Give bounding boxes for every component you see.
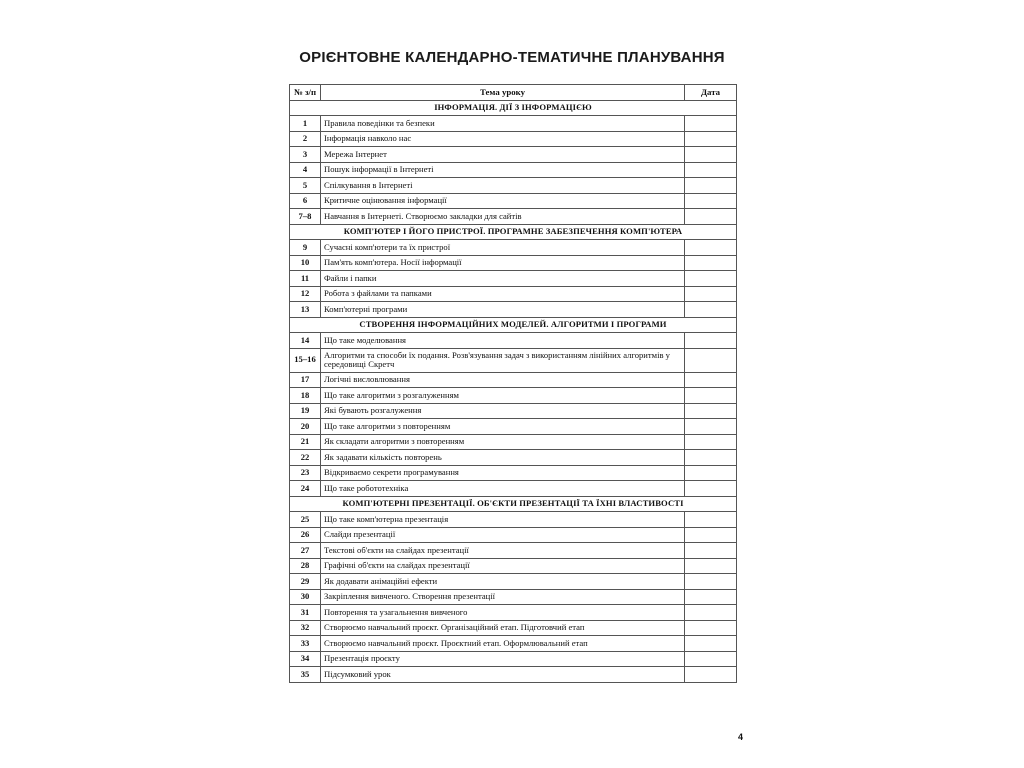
table-row xyxy=(290,271,737,287)
table-row xyxy=(290,193,737,209)
lesson-topic: Логічні висловлювання xyxy=(321,372,685,388)
lesson-topic: Комп'ютерні програми xyxy=(321,302,685,318)
lesson-date-cell xyxy=(685,543,737,559)
lesson-date-cell xyxy=(685,147,737,163)
lesson-number: 24 xyxy=(290,481,321,497)
lesson-topic: Слайди презентації xyxy=(321,527,685,543)
lesson-number: 13 xyxy=(290,302,321,318)
lesson-topic: Правила поведінки та безпеки xyxy=(321,116,685,132)
lesson-date-cell xyxy=(685,116,737,132)
lesson-date-cell xyxy=(685,372,737,388)
calendar-plan-table xyxy=(289,84,737,683)
table-row xyxy=(290,667,737,683)
lesson-topic: Повторення та узагальнення вивченого xyxy=(321,605,685,621)
lesson-topic: Алгоритми та способи їх подання. Розв'язування задач з використанням лінійних алгоритмів у середовищі Скретч xyxy=(321,348,685,372)
lesson-topic: Графічні об'єкти на слайдах презентації xyxy=(321,558,685,574)
table-header-row xyxy=(290,85,737,101)
lesson-number: 29 xyxy=(290,574,321,590)
table-row xyxy=(290,636,737,652)
lesson-topic: Навчання в Інтернеті. Створюємо закладки для сайтів xyxy=(321,209,685,225)
header-num: № з/п xyxy=(290,85,321,101)
lesson-date-cell xyxy=(685,574,737,590)
lesson-topic: Мережа Інтернет xyxy=(321,147,685,163)
lesson-topic: Створюємо навчальний проєкт. Організаційний етап. Підготовчий етап xyxy=(321,620,685,636)
lesson-topic: Інформація навколо нас xyxy=(321,131,685,147)
lesson-date-cell xyxy=(685,465,737,481)
lesson-topic: Підсумковий урок xyxy=(321,667,685,683)
section-header-row xyxy=(290,224,737,240)
table-row xyxy=(290,372,737,388)
section-title: ІНФОРМАЦІЯ. ДІЇ З ІНФОРМАЦІЄЮ xyxy=(290,100,737,116)
lesson-topic: Презентація проєкту xyxy=(321,651,685,667)
lesson-number: 11 xyxy=(290,271,321,287)
table-row xyxy=(290,450,737,466)
table-row xyxy=(290,434,737,450)
lesson-number: 18 xyxy=(290,388,321,404)
lesson-date-cell xyxy=(685,255,737,271)
table-row xyxy=(290,558,737,574)
lesson-date-cell xyxy=(685,209,737,225)
header-topic: Тема уроку xyxy=(321,85,685,101)
table-row xyxy=(290,388,737,404)
lesson-date-cell xyxy=(685,651,737,667)
lesson-number: 14 xyxy=(290,333,321,349)
lesson-number: 23 xyxy=(290,465,321,481)
lesson-date-cell xyxy=(685,240,737,256)
lesson-topic: Що таке алгоритми з повторенням xyxy=(321,419,685,435)
lesson-date-cell xyxy=(685,589,737,605)
table-row xyxy=(290,147,737,163)
lesson-number: 12 xyxy=(290,286,321,302)
lesson-topic: Що таке робототехніка xyxy=(321,481,685,497)
lesson-number: 7–8 xyxy=(290,209,321,225)
lesson-topic: Файли і папки xyxy=(321,271,685,287)
lesson-date-cell xyxy=(685,419,737,435)
lesson-topic: Пам'ять комп'ютера. Носії інформації xyxy=(321,255,685,271)
table-row xyxy=(290,333,737,349)
lesson-date-cell xyxy=(685,178,737,194)
lesson-date-cell xyxy=(685,450,737,466)
table-row xyxy=(290,620,737,636)
lesson-date-cell xyxy=(685,348,737,372)
table-row xyxy=(290,162,737,178)
lesson-topic: Критичне оцінювання інформації xyxy=(321,193,685,209)
table-row xyxy=(290,481,737,497)
lesson-date-cell xyxy=(685,434,737,450)
lesson-number: 2 xyxy=(290,131,321,147)
header-date: Дата xyxy=(685,85,737,101)
lesson-date-cell xyxy=(685,403,737,419)
lesson-date-cell xyxy=(685,558,737,574)
lesson-number: 5 xyxy=(290,178,321,194)
table-row xyxy=(290,255,737,271)
lesson-date-cell xyxy=(685,302,737,318)
lesson-date-cell xyxy=(685,131,737,147)
lesson-date-cell xyxy=(685,527,737,543)
lesson-number: 26 xyxy=(290,527,321,543)
lesson-topic: Як складати алгоритми з повторенням xyxy=(321,434,685,450)
lesson-topic: Що таке комп'ютерна презентація xyxy=(321,512,685,528)
lesson-number: 10 xyxy=(290,255,321,271)
lesson-date-cell xyxy=(685,481,737,497)
table-row xyxy=(290,527,737,543)
lesson-number: 6 xyxy=(290,193,321,209)
lesson-topic: Сучасні комп'ютери та їх пристрої xyxy=(321,240,685,256)
lesson-date-cell xyxy=(685,271,737,287)
table-row xyxy=(290,574,737,590)
lesson-topic: Що таке моделювання xyxy=(321,333,685,349)
lesson-number: 20 xyxy=(290,419,321,435)
table-row xyxy=(290,605,737,621)
lesson-number: 21 xyxy=(290,434,321,450)
table-row xyxy=(290,651,737,667)
lesson-date-cell xyxy=(685,636,737,652)
lesson-date-cell xyxy=(685,388,737,404)
table-row xyxy=(290,131,737,147)
table-row xyxy=(290,302,737,318)
lesson-topic: Як задавати кількість повторень xyxy=(321,450,685,466)
lesson-number: 33 xyxy=(290,636,321,652)
lesson-date-cell xyxy=(685,333,737,349)
lesson-number: 17 xyxy=(290,372,321,388)
table-row xyxy=(290,419,737,435)
lesson-number: 9 xyxy=(290,240,321,256)
lesson-topic: Створюємо навчальний проєкт. Проєктний етап. Оформлювальний етап xyxy=(321,636,685,652)
lesson-topic: Закріплення вивченого. Створення презентації xyxy=(321,589,685,605)
table-row xyxy=(290,589,737,605)
lesson-number: 3 xyxy=(290,147,321,163)
lesson-date-cell xyxy=(685,286,737,302)
table-row xyxy=(290,286,737,302)
table-row xyxy=(290,240,737,256)
lesson-date-cell xyxy=(685,620,737,636)
lesson-topic: Відкриваємо секрети програмування xyxy=(321,465,685,481)
table-row xyxy=(290,465,737,481)
table-row xyxy=(290,543,737,559)
lesson-number: 30 xyxy=(290,589,321,605)
table-row xyxy=(290,116,737,132)
lesson-number: 15–16 xyxy=(290,348,321,372)
section-title: КОМП'ЮТЕРНІ ПРЕЗЕНТАЦІЇ. ОБ'ЄКТИ ПРЕЗЕНТАЦІЇ ТА ЇХНІ ВЛАСТИВОСТІ xyxy=(290,496,737,512)
lesson-number: 1 xyxy=(290,116,321,132)
lesson-topic: Текстові об'єкти на слайдах презентації xyxy=(321,543,685,559)
lesson-number: 4 xyxy=(290,162,321,178)
lesson-date-cell xyxy=(685,162,737,178)
lesson-number: 32 xyxy=(290,620,321,636)
table-row xyxy=(290,512,737,528)
lesson-topic: Як додавати анімаційні ефекти xyxy=(321,574,685,590)
lesson-number: 19 xyxy=(290,403,321,419)
lesson-number: 35 xyxy=(290,667,321,683)
lesson-topic: Робота з файлами та папками xyxy=(321,286,685,302)
section-header-row xyxy=(290,496,737,512)
table-row xyxy=(290,348,737,372)
lesson-number: 34 xyxy=(290,651,321,667)
section-header-row xyxy=(290,100,737,116)
table-row xyxy=(290,403,737,419)
lesson-number: 27 xyxy=(290,543,321,559)
page-title: ОРІЄНТОВНЕ КАЛЕНДАРНО-ТЕМАТИЧНЕ ПЛАНУВАННЯ xyxy=(299,49,725,66)
table-row xyxy=(290,178,737,194)
lesson-date-cell xyxy=(685,667,737,683)
lesson-date-cell xyxy=(685,512,737,528)
lesson-number: 31 xyxy=(290,605,321,621)
lesson-date-cell xyxy=(685,193,737,209)
lesson-number: 22 xyxy=(290,450,321,466)
lesson-date-cell xyxy=(685,605,737,621)
lesson-topic: Які бувають розгалуження xyxy=(321,403,685,419)
section-title: КОМП'ЮТЕР І ЙОГО ПРИСТРОЇ. ПРОГРАМНЕ ЗАБЕЗПЕЧЕННЯ КОМП'ЮТЕРА xyxy=(290,224,737,240)
section-header-row xyxy=(290,317,737,333)
table-row xyxy=(290,209,737,225)
lesson-topic: Пошук інформації в Інтернеті xyxy=(321,162,685,178)
lesson-topic: Що таке алгоритми з розгалуженням xyxy=(321,388,685,404)
lesson-number: 25 xyxy=(290,512,321,528)
table-body xyxy=(290,100,737,682)
lesson-number: 28 xyxy=(290,558,321,574)
page-number: 4 xyxy=(738,732,744,742)
section-title: СТВОРЕННЯ ІНФОРМАЦІЙНИХ МОДЕЛЕЙ. АЛГОРИТМИ І ПРОГРАМИ xyxy=(290,317,737,333)
lesson-topic: Спілкування в Інтернеті xyxy=(321,178,685,194)
